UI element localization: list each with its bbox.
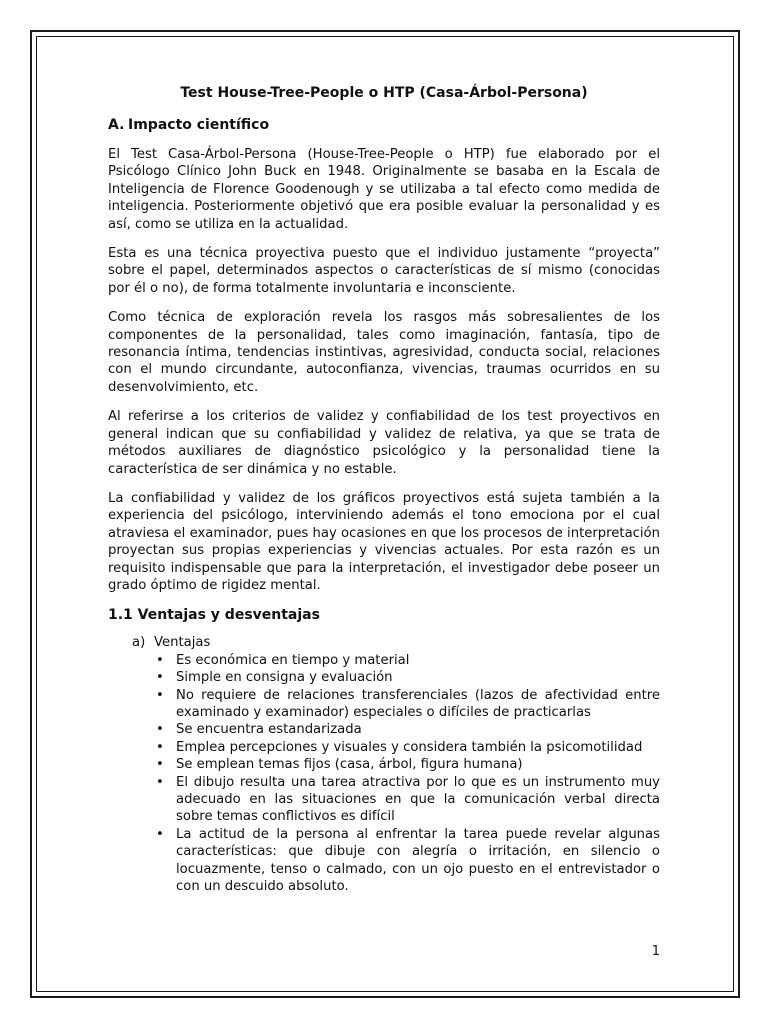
bullet-icon: • bbox=[156, 739, 164, 755]
bullet-icon: • bbox=[156, 687, 164, 703]
list-item bbox=[156, 756, 660, 773]
advantages-list bbox=[108, 652, 660, 896]
paragraph-3: Como técnica de exploración revela los rasgos más sobresalientes de los componentes de la personalidad, tales como imaginación, fantasía, tipo de resonancia íntima, tendencias instintivas, agresividad, conducta social, relaciones con el mundo circundante, autoconfianza, vivencias, traumas ocurridos en su desenvolvimiento, etc. bbox=[108, 310, 660, 395]
bullet-icon: • bbox=[156, 670, 164, 686]
list-item-text: Se encuentra estandarizada bbox=[176, 722, 362, 738]
list-item-text: El dibujo resulta una tarea atractiva por lo que es un instrumento muy adecuado en las situaciones en que la comunicación verbal directa sobre temas conflictivos es difícil bbox=[176, 774, 660, 825]
list-item bbox=[156, 652, 660, 669]
list-item bbox=[156, 826, 660, 896]
list-item-text: Es económica en tiempo y material bbox=[176, 652, 410, 668]
sublist-marker: a) bbox=[132, 635, 146, 651]
bullet-icon: • bbox=[156, 757, 164, 773]
section-heading-a bbox=[108, 116, 660, 134]
section-heading-text: Impacto científico bbox=[128, 117, 270, 133]
sublist-label bbox=[132, 634, 660, 651]
list-item bbox=[156, 739, 660, 756]
page-number: 1 bbox=[651, 944, 660, 959]
paragraph-1: El Test Casa-Árbol-Persona (House-Tree-People o HTP) fue elaborado por el Psicólogo Clínico John Buck en 1948. Originalmente se basaba en la Escala de Inteligencia de Florence Goodenough y se utilizaba a tal efecto como medida de inteligencia. Posteriormente objetivó que era posible evaluar la personalidad y es así, como se utiliza en la actualidad. bbox=[108, 147, 660, 232]
list-item-text: Emplea percepciones y visuales y considera también la psicomotilidad bbox=[176, 739, 643, 755]
paragraph-4: Al referirse a los criterios de validez y confiabilidad de los test proyectivos en general indican que su confiabilidad y validez de relativa, ya que se trata de métodos auxiliares de diagnóstico psicológico y la personalidad tiene la característica de ser dinámica y no estable. bbox=[108, 409, 660, 477]
document-title: Test House-Tree-People o HTP (Casa-Árbol-Persona) bbox=[180, 85, 588, 101]
list-item bbox=[156, 669, 660, 686]
paragraph-2: Esta es una técnica proyectiva puesto que el individuo justamente “proyecta” sobre el papel, determinados aspectos o características de sí mismo (conocidas por él o no), de forma totalmente involuntaria e inconsciente. bbox=[108, 246, 660, 296]
list-item-text: Se emplean temas fijos (casa, árbol, figura humana) bbox=[176, 757, 523, 773]
bullet-icon: • bbox=[156, 652, 164, 668]
bullet-icon: • bbox=[156, 826, 164, 842]
list-item-text: La actitud de la persona al enfrentar la tarea puede revelar algunas características: que dibuje con alegría o irritación, en silencio o locuazmente, tenso o calmado, con un ojo puesto en el entrevistador o con un descuido absoluto. bbox=[176, 826, 660, 895]
list-item bbox=[156, 687, 660, 722]
list-item bbox=[156, 721, 660, 738]
document-body bbox=[108, 84, 660, 895]
bullet-icon: • bbox=[156, 774, 164, 790]
paragraph-5: La confiabilidad y validez de los gráficos proyectivos está sujeta también a la experiencia del psicólogo, interviniendo además el tono emociona por el cual atraviesa el examinador, pues hay ocasiones en que los procesos de interpretación proyectan sus propias experiencias y vivencias actuales. Por esta razón es un requisito indispensable que para la interpretación, el investigador debe poseer un grado óptimo de rigidez mental. bbox=[108, 490, 660, 593]
section-letter: A. bbox=[108, 117, 125, 133]
sublist-label-text: Ventajas bbox=[154, 635, 211, 651]
list-item bbox=[156, 774, 660, 826]
list-item-text: Simple en consigna y evaluación bbox=[176, 670, 393, 686]
bullet-icon: • bbox=[156, 722, 164, 738]
list-item-text: No requiere de relaciones transferenciales (lazos de afectividad entre examinado y examinador) especiales o difíciles de practicarlas bbox=[176, 687, 660, 720]
subsection-heading: 1.1 Ventajas y desventajas bbox=[108, 607, 320, 624]
